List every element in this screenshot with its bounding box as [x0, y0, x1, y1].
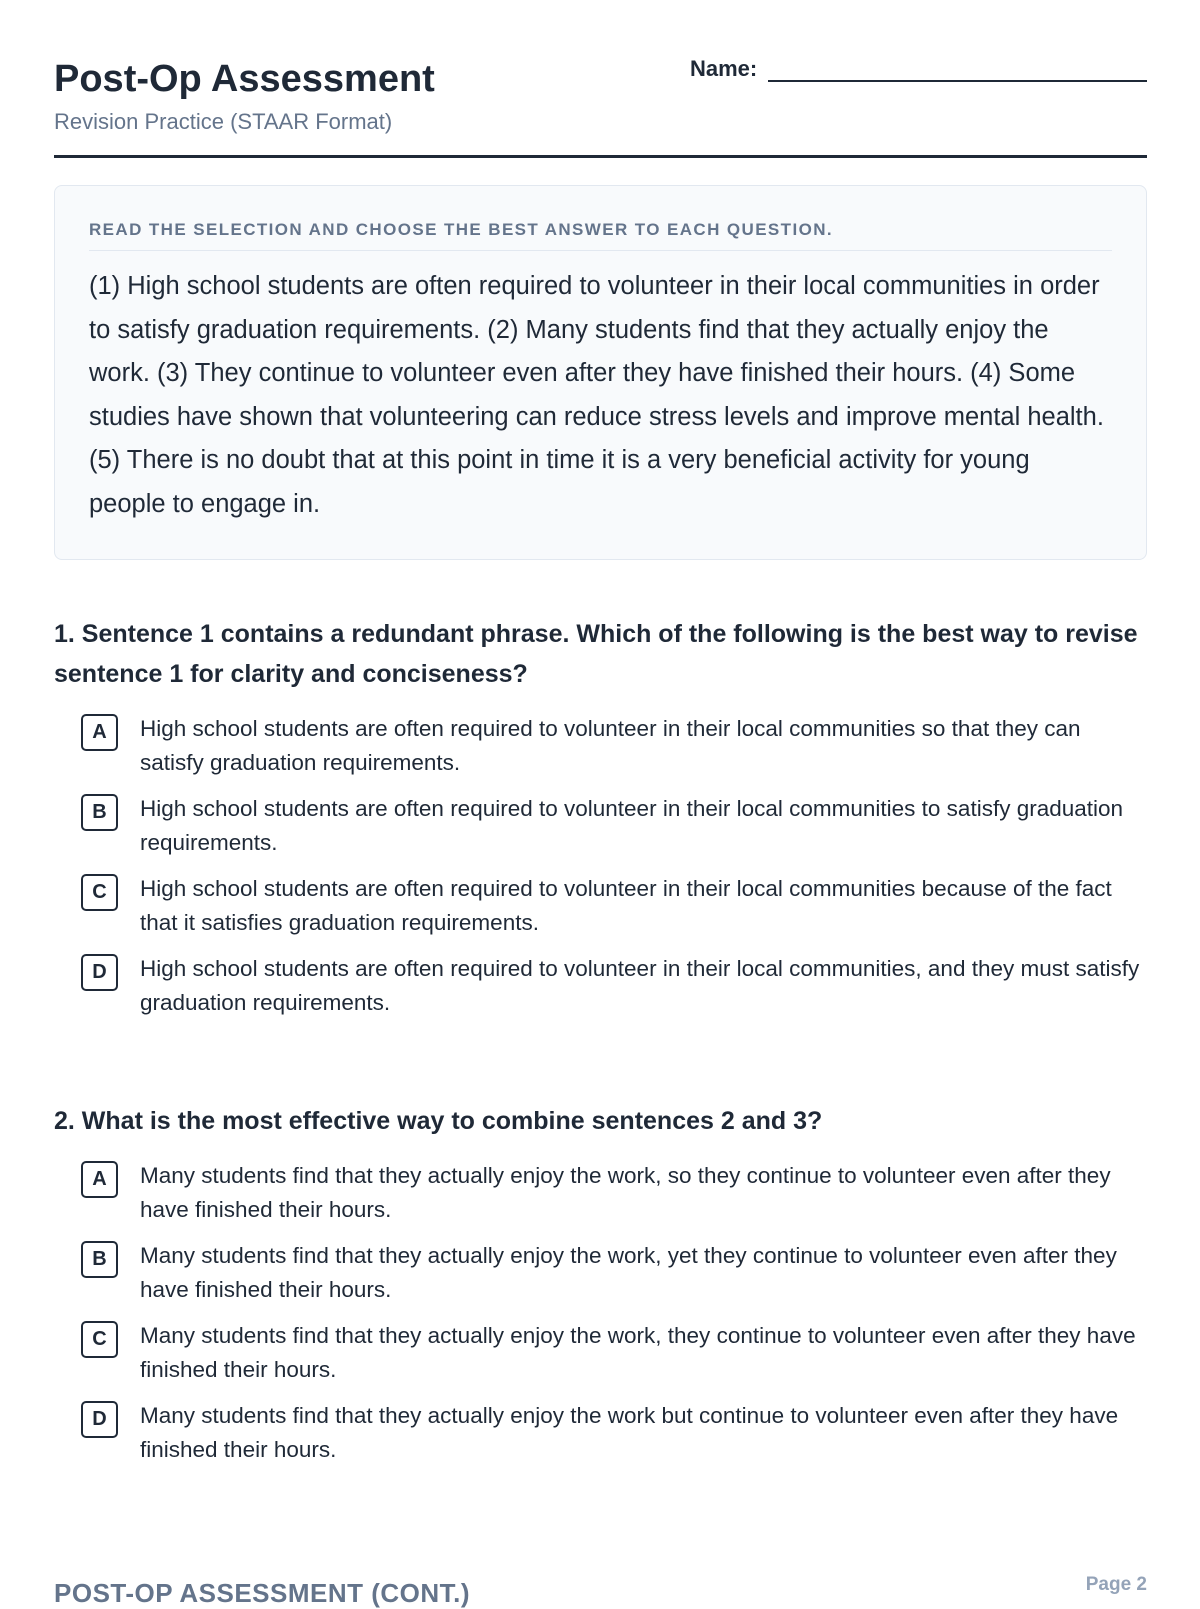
- option-text: High school students are often required to volunteer in their local communities to satisfy graduation requirements.: [140, 796, 1124, 855]
- passage-box: [54, 185, 1147, 560]
- name-field[interactable]: [690, 54, 1147, 84]
- option-text: High school students are often required to volunteer in their local communities, and they must satisfy graduation requirements.: [140, 956, 1140, 1015]
- option-text: Many students find that they actually enjoy the work, they continue to volunteer even after they have finished their hours.: [140, 1323, 1136, 1382]
- answer-option-b[interactable]: [54, 792, 1147, 860]
- page-title: Post-Op Assessment: [54, 58, 435, 100]
- question-1: [54, 614, 1147, 1032]
- option-letter-box: A: [81, 1161, 118, 1198]
- passage-instructions: READ THE SELECTION AND CHOOSE THE BEST ANSWER TO EACH QUESTION.: [89, 220, 1112, 251]
- answer-option-c[interactable]: [54, 1319, 1147, 1387]
- option-letter-box: A: [81, 714, 118, 751]
- answer-option-a[interactable]: [54, 1159, 1147, 1227]
- page-subtitle: Revision Practice (STAAR Format): [54, 109, 393, 134]
- page-number: Page 2: [1085, 1574, 1147, 1595]
- option-letter-box: C: [81, 874, 118, 911]
- option-letter-box: B: [81, 794, 118, 831]
- option-letter-box: C: [81, 1321, 118, 1358]
- worksheet-page: [54, 0, 1147, 1608]
- answer-option-b[interactable]: [54, 1239, 1147, 1307]
- answer-option-c[interactable]: [54, 872, 1147, 940]
- answer-option-a[interactable]: [54, 712, 1147, 780]
- option-letter-box: D: [81, 1401, 118, 1438]
- name-blank-line[interactable]: [768, 80, 1147, 82]
- option-letter-box: B: [81, 1241, 118, 1278]
- question-stem: 2. What is the most effective way to combine sentences 2 and 3?: [54, 1107, 823, 1135]
- page-header: [54, 0, 1147, 158]
- passage-text: (1) High school students are often required to volunteer in their local communities in order to satisfy graduation requirements. (2) Many students find that they actually enjoy the work. (3) They continue to volunteer even after they have finished their hours. (4) Some studies have shown that volunteering can reduce stress levels and improve mental health. (5) There is no doubt that at this point in time it is a very beneficial activity for young people to engage in.: [89, 272, 1104, 518]
- option-text: Many students find that they actually enjoy the work, so they continue to volunteer even after they have finished their hours.: [140, 1163, 1111, 1222]
- answer-option-d[interactable]: [54, 952, 1147, 1020]
- option-letter-box: D: [81, 954, 118, 991]
- option-text: Many students find that they actually enjoy the work, yet they continue to volunteer even after they have finished their hours.: [140, 1243, 1117, 1302]
- option-text: Many students find that they actually enjoy the work but continue to volunteer even after they have finished their hours.: [140, 1403, 1119, 1462]
- next-page-title: POST-OP ASSESSMENT (CONT.): [54, 1578, 471, 1608]
- question-2: [54, 1101, 1147, 1479]
- answer-option-d[interactable]: [54, 1399, 1147, 1467]
- name-label: Name:: [690, 56, 758, 81]
- question-stem: 1. Sentence 1 contains a redundant phrase. Which of the following is the best way to revise sentence 1 for clarity and conciseness?: [54, 620, 1138, 688]
- option-text: High school students are often required to volunteer in their local communities because of the fact that it satisfies graduation requirements.: [140, 876, 1112, 935]
- option-text: High school students are often required to volunteer in their local communities so that they can satisfy graduation requirements.: [140, 716, 1081, 775]
